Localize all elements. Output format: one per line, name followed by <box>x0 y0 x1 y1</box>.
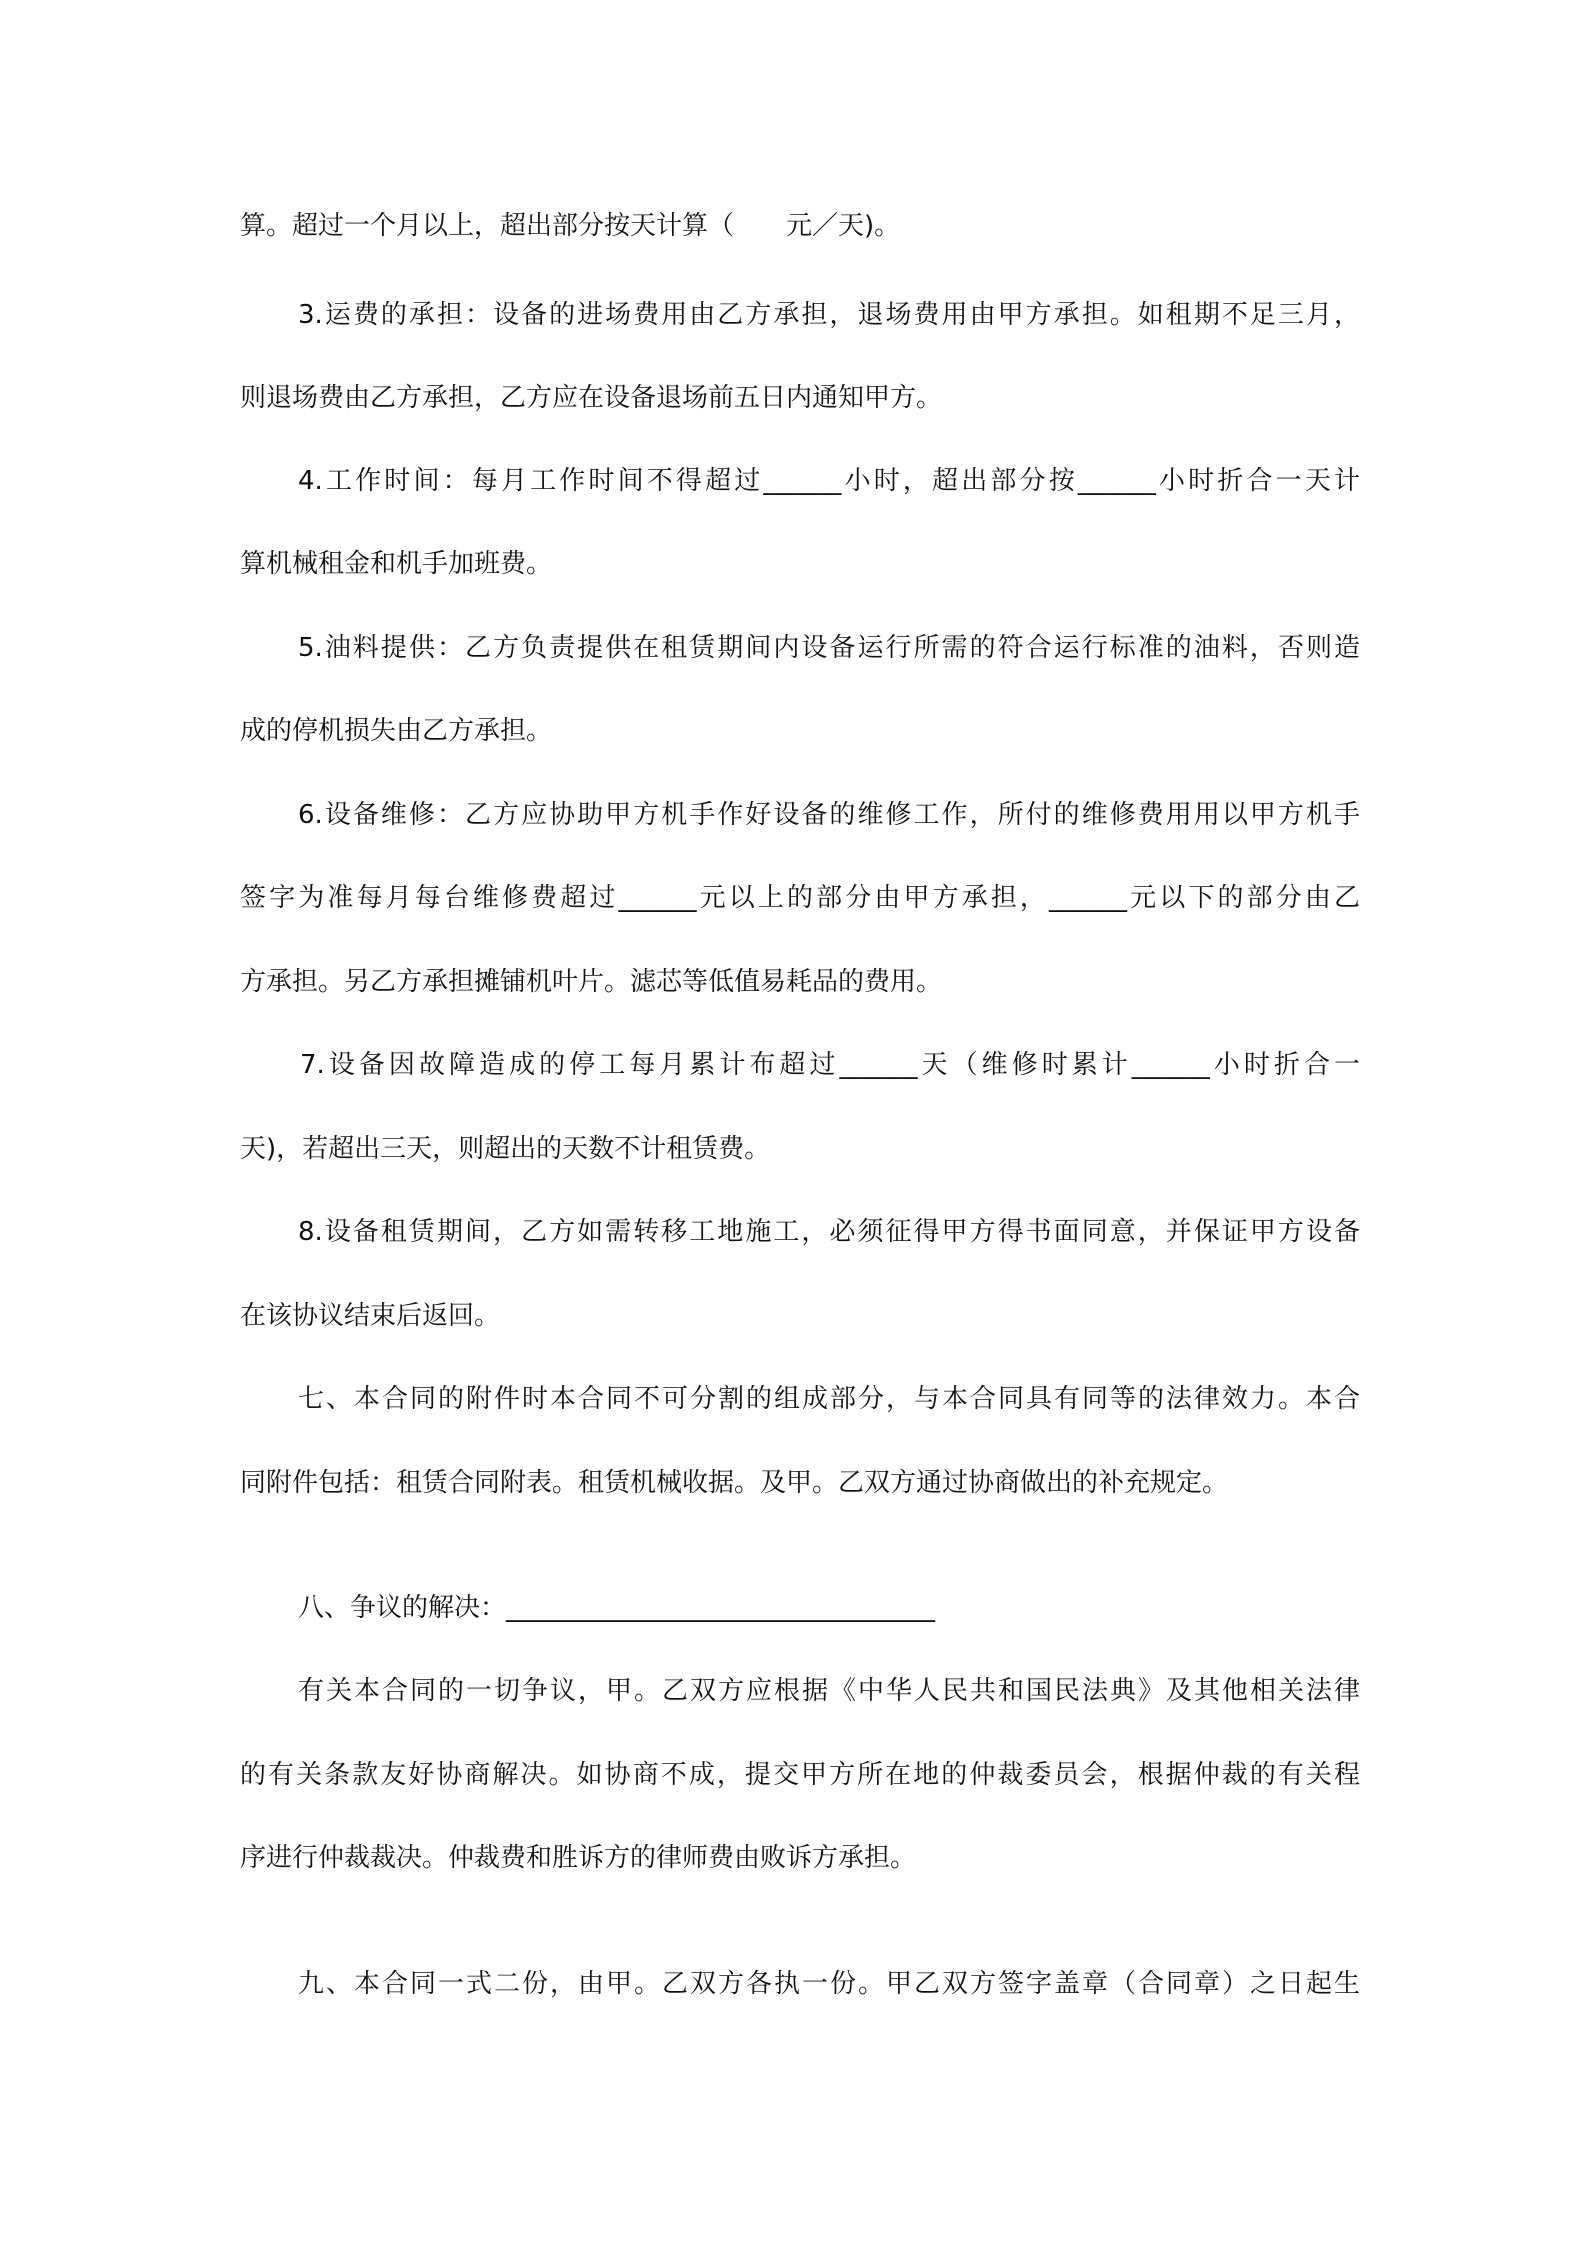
text-line: 有关本合同的一切争议，甲。乙双方应根据《中华人民共和国民法典》及其他相关法律 <box>298 1676 1360 1706</box>
text-line: 签字为准每月每台维修费超过______元以上的部分由甲方承担，______元以下的部分由乙 <box>240 883 1360 913</box>
text-line: 算。超过一个月以上，超出部分按天计算（ 元／天)。 <box>240 211 901 241</box>
text-line: 5.油料提供：乙方负责提供在租赁期间内设备运行所需的符合运行标准的油料，否则造 <box>298 633 1360 663</box>
text-line: 方承担。另乙方承担摊铺机叶片。滤芯等低值易耗品的费用。 <box>240 967 943 997</box>
text-line: 的有关条款友好协商解决。如协商不成，提交甲方所在地的仲裁委员会，根据仲裁的有关程 <box>240 1760 1360 1790</box>
text-line: 7.设备因故障造成的停工每月累计布超过______天（维修时累计______小时折合一 <box>300 1050 1360 1080</box>
text-line: 同附件包括：租赁合同附表。租赁机械收据。及甲。乙双方通过协商做出的补充规定。 <box>240 1468 1229 1498</box>
text-line: 6.设备维修：乙方应协助甲方机手作好设备的维修工作，所付的维修费用用以甲方机手 <box>298 800 1360 830</box>
text-line: 3.运费的承担：设备的进场费用由乙方承担，退场费用由甲方承担。如租期不足三月， <box>298 300 1360 330</box>
text-line: 4.工作时间：每月工作时间不得超过______小时，超出部分按______小时折合一天计 <box>298 466 1360 496</box>
text-line: 成的停机损失由乙方承担。 <box>240 716 553 746</box>
text-line: 算机械租金和机手加班费。 <box>240 549 553 579</box>
text-line: 8.设备租赁期间，乙方如需转移工地施工，必须征得甲方得书面同意，并保证甲方设备 <box>298 1217 1360 1247</box>
text-line: 在该协议结束后返回。 <box>240 1301 501 1331</box>
text-line: 八、争议的解决：_________________________________ <box>298 1593 936 1623</box>
text-line: 序进行仲裁裁决。仲裁费和胜诉方的律师费由败诉方承担。 <box>240 1843 917 1873</box>
text-line: 七、本合同的附件时本合同不可分割的组成部分，与本合同具有同等的法律效力。本合 <box>298 1384 1360 1414</box>
text-line: 天)，若超出三天，则超出的天数不计租赁费。 <box>240 1134 771 1164</box>
text-line: 九、本合同一式二份，由甲。乙双方各执一份。甲乙双方签字盖章（合同章）之日起生 <box>298 1969 1360 1999</box>
text-line: 则退场费由乙方承担，乙方应在设备退场前五日内通知甲方。 <box>240 383 943 413</box>
